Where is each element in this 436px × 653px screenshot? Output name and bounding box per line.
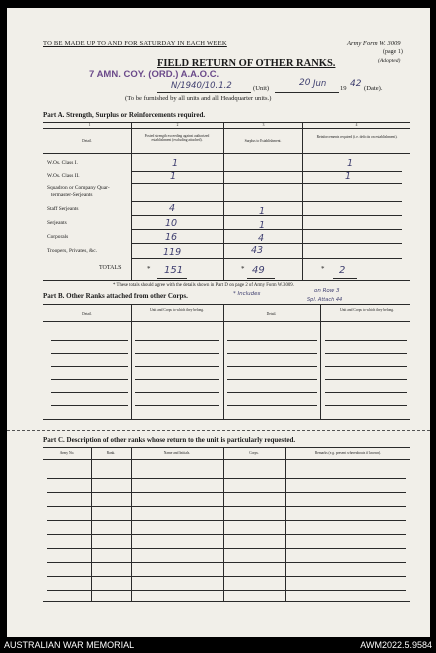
part-b-header-detail-2: Detail. bbox=[266, 312, 277, 316]
row-label-wo1: W.Os. Class I. bbox=[47, 160, 78, 166]
note-includes: * Includes bbox=[233, 291, 261, 297]
col-number-4: 4 bbox=[355, 123, 358, 127]
col-number-1: 1 bbox=[88, 123, 91, 127]
cell-wo2-reinf: 1 bbox=[345, 171, 352, 182]
page-note: (page 1) bbox=[383, 49, 403, 55]
form-page: TO BE MADE UP TO AND FOR SATURDAY IN EACH WEEK Army Form W. 3009 (page 1) (Adopted) FIELD RETURN OF OTHER RANKS. 7 AMN. COY. (ORD.) A.A.O.C. N/1940/10.1.2 (Unit) 20 Jun 19 42 (Date). (To be furnished by all units and all Headquarter units.) Part A. Strength, Surplus or Reinforcements required. 1 2 3 4 Detail. Posted strength exceeding against authorized establishment (excluding attached). Surplus to Establishment. Reinforcements required (i.e. deficits on establishment). W.Os. Class I. W.Os. Class II. Squadron or Company Quar- termaster-Serjeants Staff Serjeants Serjeants Corporals Troopers, Privates, &c. 1 1 1 1 4 1 10 1 16 4 119 43 TOTALS * 151 * 49 * 2 * These totals should agree with the details shown in Part D on page 2 of Army Form W.3009. Part B. Other Ranks attached from other Corps. * Includes on Row 3 Spl. Attach 44 Detail. Unit and Corps to which they belong. Detail. Unit and Corps to which they belong. Part C. Description of other ranks whose return to the unit is particularly requested. Army No. Rank. Name and Initials. Corps. Remarks (e.g. present whereabouts if known). bbox=[7, 8, 430, 637]
col-header-reinforcements: Reinforcements required (i.e. deficits on establishment). bbox=[316, 135, 398, 139]
row-label-staff-sgt: Staff Serjeants bbox=[47, 206, 79, 212]
part-c-header-remarks: Remarks (e.g. present whereabouts if known). bbox=[314, 451, 382, 455]
perforation-line bbox=[7, 430, 430, 431]
note-row: on Row 3 bbox=[314, 288, 340, 294]
part-c-title: Part C. Description of other ranks whose return to the unit is particularly requested. bbox=[43, 436, 296, 444]
form-id: Army Form W. 3009 bbox=[347, 40, 401, 47]
part-c-header-rank: Rank. bbox=[106, 451, 116, 455]
cell-cpl-surplus: 4 bbox=[258, 233, 265, 244]
part-c-header-corps: Corps. bbox=[249, 451, 259, 455]
part-b-title: Part B. Other Ranks attached from other Corps. bbox=[43, 292, 188, 300]
part-b-header-detail-1: Detail. bbox=[82, 312, 92, 316]
footer-source: AUSTRALIAN WAR MEMORIAL bbox=[4, 640, 135, 650]
date-month: Jun bbox=[313, 79, 327, 89]
cell-wo1-posted: 1 bbox=[172, 158, 179, 169]
subtitle: (To be furnished by all units and all Headquarter units.) bbox=[125, 95, 272, 102]
instruction-text: TO BE MADE UP TO AND FOR SATURDAY IN EACH WEEK bbox=[43, 40, 227, 47]
date-label: (Date). bbox=[364, 85, 383, 92]
row-label-cqms-1: Squadron or Company Quar- bbox=[47, 185, 110, 191]
date-year-prefix: 19 bbox=[340, 85, 347, 92]
cell-pte-surplus: 43 bbox=[251, 245, 264, 256]
unit-stamp: 7 AMN. COY. (ORD.) A.A.O.C. bbox=[89, 69, 220, 80]
adopted-note: (Adopted) bbox=[378, 58, 401, 64]
row-label-cpl: Corporals bbox=[47, 234, 69, 240]
col-header-detail: Detail. bbox=[82, 139, 92, 143]
part-b-header-unit-2: Unit and Corps to which they belong. bbox=[340, 308, 394, 312]
date-underline bbox=[275, 92, 339, 93]
part-c-header-name: Name and Initials. bbox=[163, 451, 191, 455]
cell-sgt-surplus: 1 bbox=[259, 220, 266, 231]
form-title: FIELD RETURN OF OTHER RANKS. bbox=[157, 58, 336, 69]
cell-cpl-posted: 16 bbox=[165, 232, 178, 243]
cell-staffsgt-posted: 4 bbox=[169, 203, 176, 214]
date-year: 42 bbox=[350, 79, 362, 89]
total-posted: 151 bbox=[164, 265, 184, 276]
note-attach: Spl. Attach 44 bbox=[307, 297, 343, 303]
part-a-footnote: * These totals should agree with the details shown in Part D on page 2 of Army Form W.3009. bbox=[113, 283, 294, 288]
total-reinf: 2 bbox=[339, 265, 346, 276]
totals-label: TOTALS bbox=[99, 265, 122, 271]
row-label-wo2: W.Os. Class II. bbox=[47, 173, 80, 179]
footer-accession: AWM2022.5.9584 bbox=[360, 640, 432, 650]
cell-sgt-posted: 10 bbox=[165, 218, 178, 229]
cell-staffsgt-surplus: 1 bbox=[259, 206, 266, 217]
unit-underline bbox=[157, 92, 251, 93]
cell-pte-posted: 119 bbox=[163, 247, 182, 258]
row-label-pte: Troopers, Privates, &c. bbox=[47, 248, 97, 254]
part-a-title: Part A. Strength, Surplus or Reinforcements required. bbox=[43, 111, 206, 119]
unit-code-handwritten: N/1940/10.1.2 bbox=[171, 81, 232, 91]
total-surplus: 49 bbox=[252, 265, 265, 276]
cell-wo1-reinf: 1 bbox=[347, 158, 354, 169]
row-label-sgt: Serjeants bbox=[47, 220, 67, 226]
date-day: 20 bbox=[299, 78, 311, 88]
part-b-header-unit-1: Unit and Corps to which they belong. bbox=[150, 308, 204, 312]
col-number-2: 2 bbox=[176, 123, 179, 127]
cell-wo2-posted: 1 bbox=[170, 171, 177, 182]
unit-label: (Unit) bbox=[253, 85, 270, 92]
col-number-3: 3 bbox=[262, 123, 265, 127]
col-header-surplus: Surplus to Establishment. bbox=[244, 139, 282, 143]
part-c-header-army-no: Army No. bbox=[59, 451, 75, 455]
row-label-cqms-2: termaster-Serjeants bbox=[51, 192, 93, 198]
col-header-posted: Posted strength exceeding against authorized establishment (excluding attached). bbox=[144, 134, 210, 143]
